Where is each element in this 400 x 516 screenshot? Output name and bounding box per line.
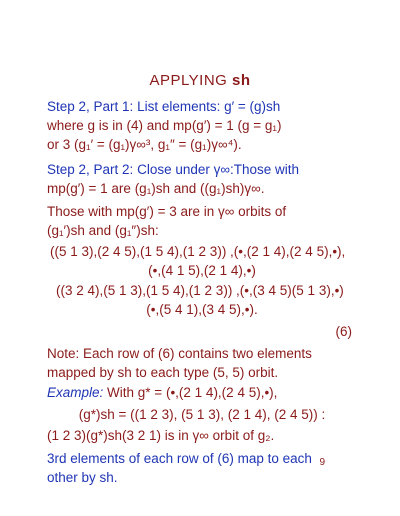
example-line2: (g*)sh = ((1 2 3), (5 1 3), (2 1 4), (2 4 5)) : [78,407,326,422]
step2-part1-line1: List elements: g′ = (g)sh [137,99,281,114]
equation-row1b: (•,(4 1 5),(2 1 4),•) [148,263,256,278]
equation-row2b: (•,(5 4 1),(3 4 5),•). [146,302,258,317]
example-line1-block [47,383,357,402]
note-line1: Note: Each row of (6) contains two elements [47,346,312,361]
example-line3: (1 2 3)(g*)sh(3 2 1) is in γ∞ orbit of g₂. [47,428,275,443]
step2-part1-line2: where g is in (4) and mp(g′) = 1 (g = g₁) [47,118,282,133]
closing-line1: 3rd elements of each row of (6) map to each [47,451,312,466]
title-prefix: APPLYING [149,72,233,89]
example-line1: With g* = (•,(2 1 4),(2 4 5),•), [107,385,278,400]
page-title [0,72,400,89]
equation-number: (6) [335,324,352,339]
step2-part2-line1: Close under γ∞:Those with [137,162,300,177]
step2-part1-line3: or 3 (g₁′ = (g₁)γ∞³, g₁″ = (g₁)γ∞⁴). [47,137,242,152]
page-number: 9 [319,457,325,468]
mp3-line1: Those with mp(g′) = 3 are in γ∞ orbits of [47,204,287,219]
note-line2: mapped by sh to each type (5, 5) orbit. [47,365,279,380]
step2-part2-line2: mp(g′) = 1 are (g₁)sh and ((g₁)sh)γ∞. [47,181,265,196]
example-label: Example: [47,385,104,400]
step2-part2-heading: Step 2, Part 2: [47,162,134,177]
closing-line2: other by sh. [47,470,118,485]
step2-part1-heading: Step 2, Part 1: [47,99,134,114]
step2-part1-block [47,97,357,116]
equation-row2a: ((3 2 4),(5 1 3),(1 5 4),(1 2 3)) ,(•,(3 4 5)(5 1 3),•) [56,283,344,298]
mp3-line2: (g₁′)sh and (g₁″)sh: [47,223,159,238]
title-bold: sh [232,72,251,89]
equation-row1a: ((5 1 3),(2 4 5),(1 5 4),(1 2 3)) ,(•,(2 1 4),(2 4 5),•), [50,244,346,259]
step2-part2-block [47,160,357,179]
